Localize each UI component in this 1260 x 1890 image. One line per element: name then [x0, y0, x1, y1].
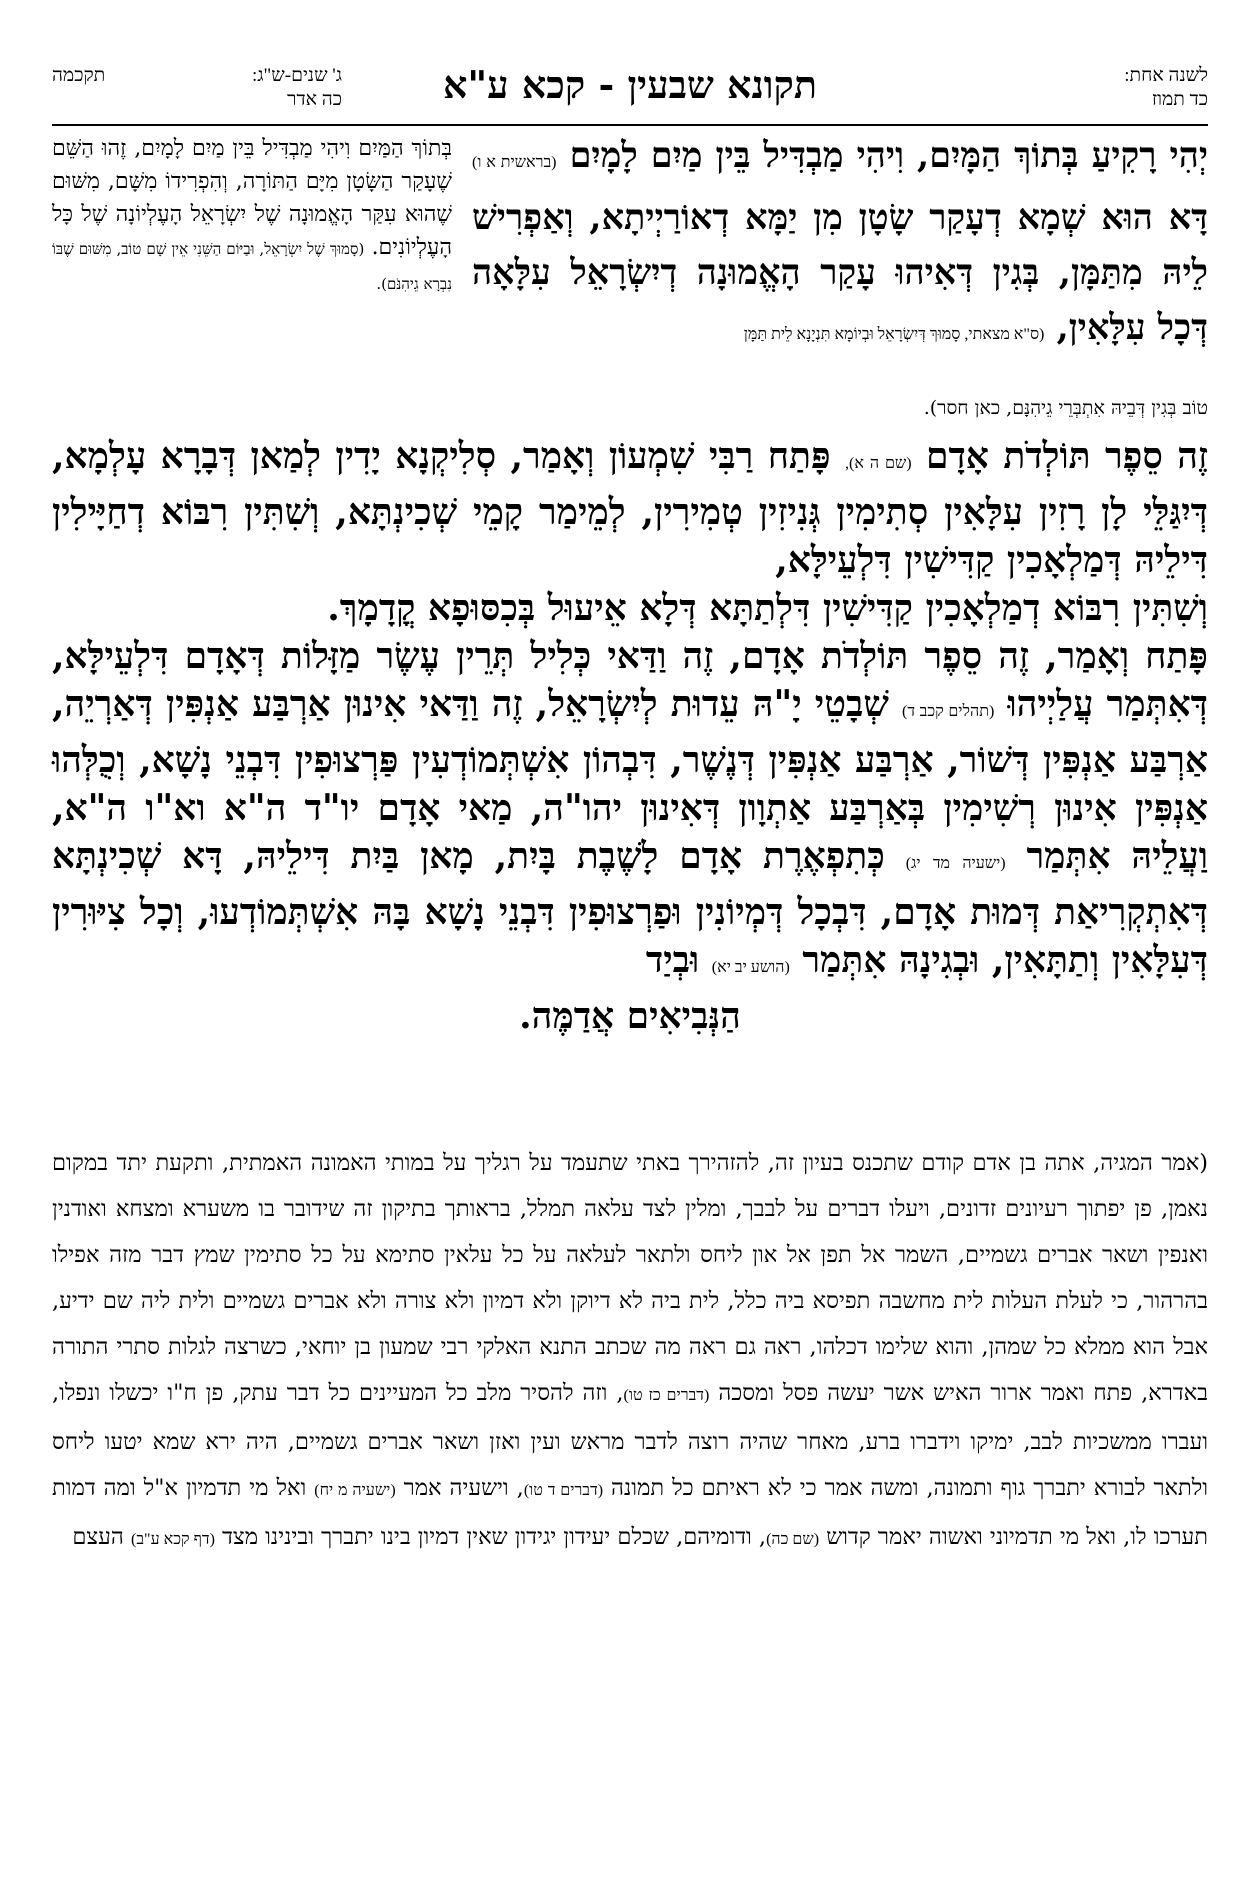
zohar-p1-heading: זֶה סֵפֶר תּוֹלְדֹת אָדָם	[926, 435, 1208, 477]
header-page-number: תקכמה	[52, 65, 106, 86]
header-divider	[52, 124, 1208, 126]
zohar-p3-c: כְּתִפְאֶרֶת אָדָם לָשֶׁבֶת בָּיִת, מָאן בַּיִת דִּילֵיהּ, דָּא שְׁכִינְתָּא דְּאִתְקְרִיאַת דְּמוּת אָדָם, דִּבְכָל דְּמְיוֹנִין וּפַרְצוּפִין דִּבְנֵי נָשָׁא בָּהּ אִשְׁתְּמוֹדְעוּ, וְכָל צִיּוּרִין דְּעִלָּאִין וְתַתָּאִין, וּבְגִינָהּ אִתְּמַר	[52, 835, 1208, 981]
zohar-top-ref: (בראשית א ו)	[472, 154, 557, 171]
zohar-paragraph-2: וְשִׁתִּין רִבּוֹא דְמַלְאָכִין קַדִּישִׁין דִּלְתַתָּא דְּלָא אֵיעוּל בְּכִסּוּפָא קֳדָמָךְ.	[327, 587, 1208, 629]
page-header	[52, 62, 1208, 126]
zohar-p3-ref1: (תהלים קכב ד)	[901, 703, 995, 720]
commentary-ref1: (דברים כז טו)	[623, 1387, 710, 1404]
commentary-ref3: (ישעיה מ יח)	[314, 1482, 396, 1499]
page-title: תקונא שבעין - קכא ע"א	[442, 62, 818, 107]
zohar-p1-body: פָּתַח רַבִּי שִׁמְעוֹן וְאָמַר, סְלִיקְנָא יָדִין לְמַאן דְּבָרָא עָלְמָא, דְּיִגַּלֵּי לָן רָזִין עִלָּאִין סְתִימִין גְּנִיזִין טְמִירִין, לְמֵימַר קָמֵי שְׁכִינְתָּא, וְשִׁתִּין רִבּוֹא דְחַיָּילִין דִּילֵיהּ דְּמַלְאָכִין קַדִּישִׁין דִּלְעֵילָּא,	[52, 435, 1208, 581]
zohar-p1-ref: (שם ה א),	[845, 455, 912, 472]
header-left-label2: כה אדר	[287, 89, 342, 110]
zohar-main-text	[52, 432, 1208, 1040]
commentary-e: , ודומיהם, שכלם יעידון יגידון שאין דמיון בינו יתברך ובינינו מצד	[222, 1524, 767, 1550]
commentary-a: (אמר המגיה, אתה בן אדם קודם שתכנס בעיון זה, להזהירך באתי שתעמד על רגליך על במותי האמונה האמתית, ותקעת יתד במקום נאמן, פן יפתוך רעיונים זדונים, ויעלו דברים על לבבך, ומלין לצד עלאה תמלל, בראותך בתיקון זה שידובר בו משערא ומצחא ואודנין ואנפין ושאר אברים גשמיים, השמר אל תפן אל און ליחס ולתאר לעלאה על כל עלאין סתימא על כל סתימין שמץ דבר מזה אפילו בהרהור, כי לעלת העלות לית מחשבה תפיסא ביה כלל, לית ביה לא דיוקן ולא דמיון ולא צורה ולא אברים גשמיים ולית ליה שם ידיע, אבל הוא ממלא כל שמהן, והוא שלימו דכלהו, ראה גם ראה מה שכתב התנא האלקי רבי שמעון בן יוחאי, כשרצה לגלות סתרי התורה באדרא, פתח ואמר ארור האיש אשר יעשה פסל ומסכה	[52, 1150, 1209, 1406]
zohar-top-text-a: יְהִי רָקִיעַ בְּתוֹךְ הַמָּיִם, וִיהִי מַבְדִּיל בֵּין מַיִם לָמָיִם	[569, 135, 1209, 176]
commentary	[52, 1140, 1208, 1563]
zohar-top-text-b: דָּא הוּא שְׁמָא דְעָקַר שָׂטָן מִן יַמָּא דְאוֹרַיְיתָא, וְאַפְרִישׁ לֵיהּ מִתַּמָּן, בְּגִין דְּאִיהוּ עָקַר הָאֱמוּנָה דְיִשְׂרָאֵל עִלָּאָה דְּכָל עִלָּאִין,	[472, 197, 1208, 348]
zohar-top-text	[472, 128, 1208, 362]
header-right	[988, 64, 1208, 112]
commentary-c: , וישעיה אמר	[403, 1475, 524, 1501]
translation-top-text: בְּתוֹךְ הַמַּיִם וִיהִי מַבְדִּיל בֵּין מַיִם לָמָיִם, זֶהוּ הַשֵּׁם שֶׁעָקַר הַשָּׂטָן מִיָּם הַתּוֹרָה, וְהִפְרִידוֹ מִשָּׁם, מִשּׁוּם שֶׁהוּא עִקַּר הָאֱמוּנָה שֶׁל יִשְׂרָאֵל הָעֶלְיוֹנָה שֶׁל כָּל הָעֶלְיוֹנִים.	[52, 136, 452, 260]
commentary-ref5: (דף קכא ע"ב)	[131, 1531, 215, 1548]
commentary-ref2: (דברים ד טו)	[523, 1482, 604, 1499]
zohar-paragraph-1	[52, 432, 1208, 584]
header-right-line1: לשנה אחת:	[1124, 65, 1208, 86]
commentary-ref4: (שם כה)	[766, 1531, 820, 1548]
zohar-p3-d: וּבְיַד	[645, 939, 700, 981]
zohar-p3-a: פָּתַח וְאָמַר, זֶה סֵפֶר תּוֹלְדֹת אָדָם, זֶה וַדַּאי כְּלִיל תְּרֵין עֶשֶׂר מַזָּלוֹת דְּאָדָם דִּלְעֵילָּא, דְּאִתְּמַר עֲלַיְיהוּ	[52, 635, 1208, 725]
zohar-top-continued: טוֹב בְּגִין דְּבֵיהּ אִתְבְּרֵי גֵיהִנָּם, כאן חסר).	[923, 397, 1208, 419]
zohar-p3-ref2: (ישעיה מד יג)	[905, 855, 1006, 872]
header-left-label1: ג' שנים-ש"ג:	[252, 65, 342, 86]
header-right-line2: כד תמוז	[1151, 89, 1208, 110]
zohar-p3-ref3: (הושע יב יא)	[711, 959, 790, 976]
zohar-paragraph-3	[52, 632, 1208, 992]
zohar-top-note: (ס"א מצאתי, סָמוּךְ דְּיִשְׂרָאֵל וּבְיוֹמָא תִּנְיָנָא לֵית תַּמָּן	[743, 326, 1045, 343]
translation-top-note: (סָמוּךְ שֶׁל יִשְׂרָאֵל, וּבַיּוֹם הַשֵּׁנִי אֵין שָׁם טוֹב, מִשּׁוּם שֶׁבּוֹ נִבְרָא גֵיהִנֹּם).	[52, 240, 452, 293]
header-left	[52, 64, 342, 112]
commentary-d: ואל מי תדמיון א"ל ומה דמות תערכו לו, ואל מי תדמיוני ואשוה יאמר קדוש	[52, 1475, 1208, 1550]
translation-top	[52, 132, 452, 301]
commentary-b: , וזה להסיר מלב כל המעיינים כל דבר עתק, פן ח"ו יכשלו ונפלו, ועברו ממשכיות לבב, ימיקו וידברו ברע, מאחר שהיה רוצה לדבר מראש ועין ואזן ושאר אברים גשמיים, היה ירא שמא יטעו ליחס ולתאר לבורא יתברך גוף ותמונה, ומשה אמר כי לא ראיתם כל תמונה	[52, 1380, 1209, 1501]
zohar-p3-b: שְׁבָטֵי יָ"הּ עֵדוּת לְיִשְׂרָאֵל, זֶה וַדַּאי אִינוּן אַרְבַּע אַנְפִּין דְּאַרְיֵה, אַרְבַּע אַנְפִּין דְּשׁוֹר, אַרְבַּע אַנְפִּין דְּנֶשֶׁר, דִּבְהוֹן אִשְׁתְּמוֹדְעִין פַּרְצוּפִין דִּבְנֵי נָשָׁא, וְכֻלְּהוּ אַנְפִּין אִינוּן רְשִׁימִין בְּאַרְבַּע אַתְוָון דְּאִינוּן יהו"ה, מַאי אָדָם יו"ד ה"א וא"ו ה"א, וַעֲלֵיהּ אִתְּמַר	[52, 683, 1208, 877]
commentary-f: העצם	[72, 1524, 124, 1550]
zohar-paragraph-4: הַנְּבִיאִים אֲדַמֶּה.	[519, 995, 741, 1037]
